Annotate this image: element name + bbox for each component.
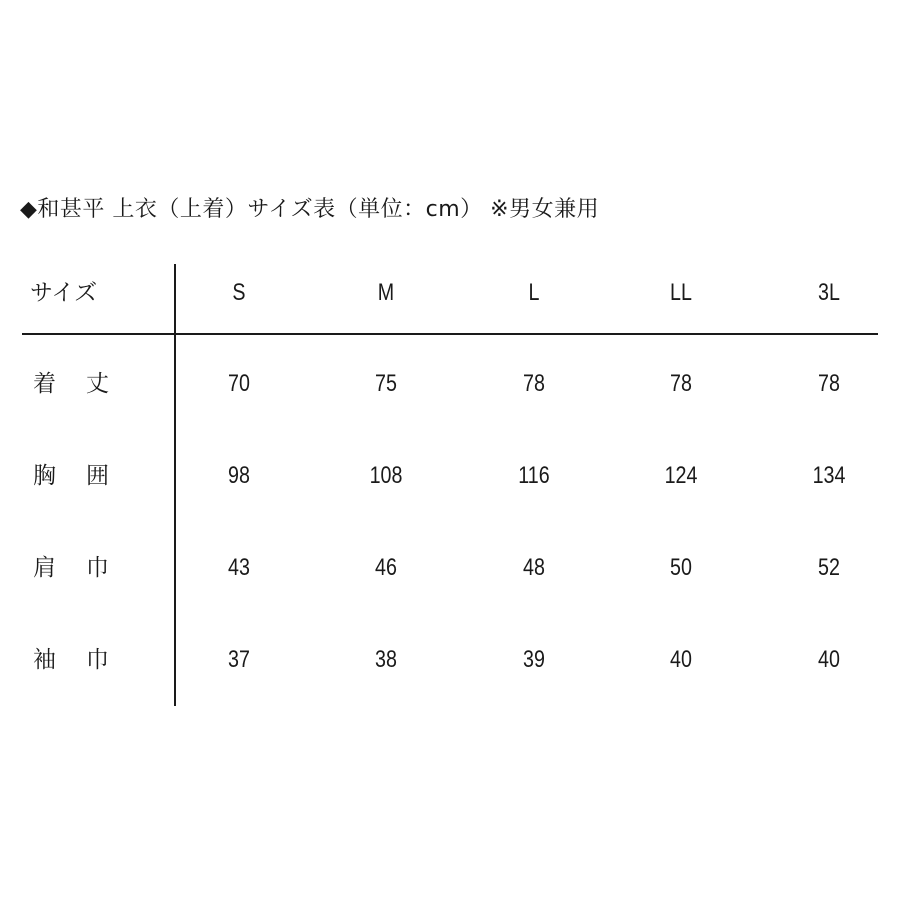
row-label-shoulder [33, 548, 109, 588]
page-title: ◆和甚平 上衣（上着）サイズ表（単位：cm） ※男女兼用 [20, 197, 600, 222]
row-label-chest-char2: 囲 [86, 463, 109, 489]
table-cell: 37 [228, 646, 250, 673]
table-cell: 40 [670, 646, 692, 673]
size-header-ll: LL [670, 279, 692, 306]
row-label-shoulder-char2: 巾 [86, 555, 109, 581]
row-label-chest [33, 456, 109, 496]
table-cell: 43 [228, 554, 250, 581]
table-cell: 124 [664, 462, 698, 489]
table-cell: 39 [523, 646, 545, 673]
row-label-length [33, 364, 109, 404]
table-cell: 78 [818, 370, 840, 397]
table-cell: 70 [228, 370, 250, 397]
size-header-s: S [232, 279, 246, 306]
table-cell: 46 [375, 554, 397, 581]
size-header-l: L [528, 279, 540, 306]
table-cell: 78 [670, 370, 692, 397]
table-cell: 50 [670, 554, 692, 581]
table-horizontal-divider [22, 333, 878, 335]
table-cell: 52 [818, 554, 840, 581]
row-label-length-char2: 丈 [86, 371, 109, 397]
table-cell: 40 [818, 646, 840, 673]
size-header-m: M [377, 279, 395, 306]
row-label-sleeve-char1: 袖 [33, 647, 56, 673]
table-cell: 38 [375, 646, 397, 673]
row-label-shoulder-char1: 肩 [33, 555, 56, 581]
size-header-3l: 3L [818, 279, 840, 306]
table-cell: 48 [523, 554, 545, 581]
table-cell: 108 [369, 462, 403, 489]
table-vertical-divider [174, 264, 176, 706]
table-cell: 98 [228, 462, 250, 489]
table-cell: 116 [518, 462, 550, 489]
row-label-sleeve-char2: 巾 [86, 647, 109, 673]
row-label-sleeve [33, 640, 109, 680]
size-header-label: サイズ [30, 280, 98, 306]
table-cell: 134 [812, 462, 846, 489]
table-cell: 75 [375, 370, 397, 397]
table-cell: 78 [523, 370, 545, 397]
row-label-length-char1: 着 [33, 371, 56, 397]
row-label-chest-char1: 胸 [33, 463, 56, 489]
